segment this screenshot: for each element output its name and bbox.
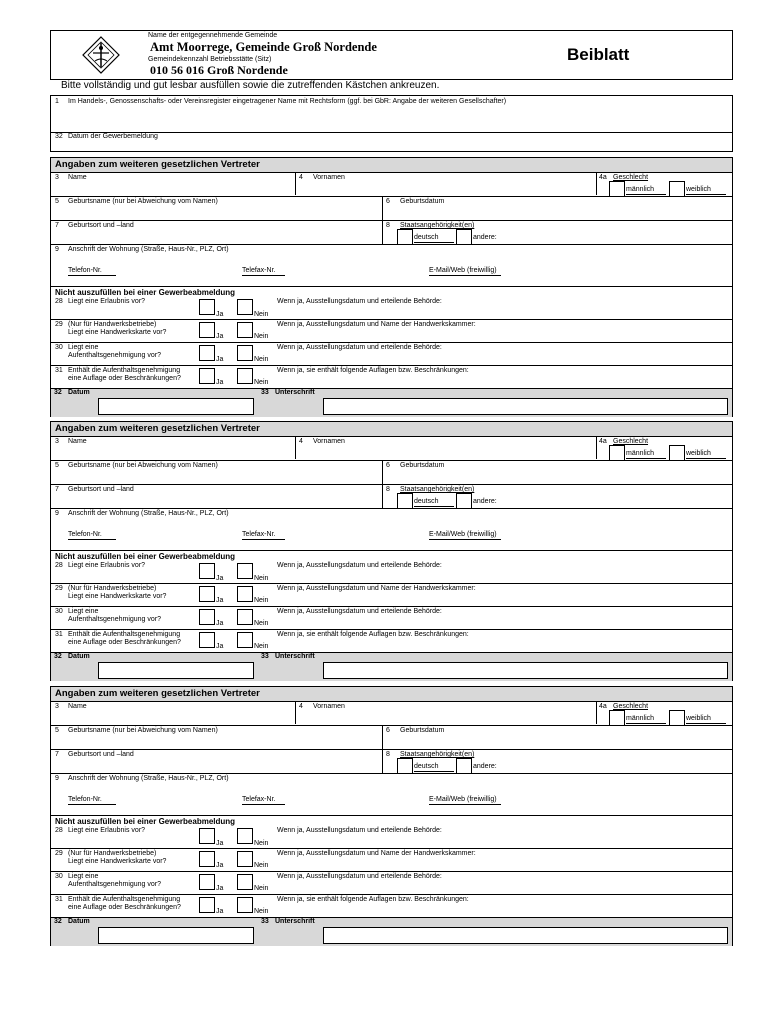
q28-detail-input[interactable] xyxy=(277,571,729,582)
email-label: E-Mail/Web (freiwillig) xyxy=(429,796,501,805)
divider xyxy=(51,319,732,320)
email-input[interactable] xyxy=(511,528,729,538)
q31-ja-checkbox[interactable] xyxy=(199,632,215,648)
section-title: Angaben zum weiteren gesetzlichen Vertreter xyxy=(55,688,260,699)
field-33-number: 33 xyxy=(261,918,269,925)
geburtsname-label: Geburtsname (nur bei Abweichung vom Namen) xyxy=(68,198,218,205)
q28-number: 28 xyxy=(55,562,63,569)
telefax-input[interactable] xyxy=(291,793,421,803)
field-33-number: 33 xyxy=(261,653,269,660)
field-8-number: 8 xyxy=(386,751,390,758)
q28-nein-checkbox[interactable] xyxy=(237,828,253,844)
field-1-input[interactable] xyxy=(53,107,730,129)
field-32-number: 32 xyxy=(54,389,62,396)
maennlich-checkbox[interactable] xyxy=(609,181,625,197)
divider xyxy=(295,437,296,459)
q31-question-line1: Enthält die Aufenthaltsgenehmigung xyxy=(68,367,181,374)
vornamen-label: Vornamen xyxy=(313,438,345,445)
divider xyxy=(51,508,732,509)
q31-ja-checkbox[interactable] xyxy=(199,368,215,384)
unterschrift-input[interactable] xyxy=(323,662,728,679)
q29-nein-checkbox[interactable] xyxy=(237,586,253,602)
geburtsort-input[interactable] xyxy=(53,494,379,506)
field-4-number: 4 xyxy=(299,703,303,710)
andere-input[interactable] xyxy=(501,230,729,242)
q28-question: Liegt eine Erlaubnis vor? xyxy=(68,298,146,305)
q30-ja-label: Ja xyxy=(216,620,224,627)
divider xyxy=(51,749,732,750)
q30-question-line1: Liegt eine xyxy=(68,873,99,880)
field-3-number: 3 xyxy=(55,703,59,710)
geburtsdatum-label: Geburtsdatum xyxy=(400,727,445,734)
q28-ja-checkbox[interactable] xyxy=(199,563,215,579)
section-title: Angaben zum weiteren gesetzlichen Vertreter xyxy=(55,159,260,170)
q31-question-line2: eine Auflage oder Beschränkungen? xyxy=(68,904,181,911)
geburtsdatum-input[interactable] xyxy=(384,470,730,482)
divider xyxy=(51,871,732,872)
divider xyxy=(382,220,383,244)
municipal-crest-icon xyxy=(81,35,121,75)
field-32-number: 32 xyxy=(55,133,63,140)
q29-detail-label: Wenn ja, Ausstellungsdatum und Name der Handwerkskammer: xyxy=(277,585,476,592)
q28-ja-label: Ja xyxy=(216,575,224,582)
q31-number: 31 xyxy=(55,367,63,374)
q29-question-line2: Liegt eine Handwerkskarte vor? xyxy=(68,858,167,865)
anschrift-label: Anschrift der Wohnung (Straße, Haus-Nr., PLZ, Ort) xyxy=(68,246,229,253)
q31-question-line2: eine Auflage oder Beschränkungen? xyxy=(68,639,181,646)
q31-nein-label: Nein xyxy=(254,908,269,915)
field-3-number: 3 xyxy=(55,174,59,181)
header-box xyxy=(50,30,733,80)
name-input[interactable] xyxy=(53,446,293,458)
q30-detail-label: Wenn ja, Ausstellungsdatum und erteilende Behörde: xyxy=(277,608,442,615)
name-label: Name xyxy=(68,438,87,445)
q29-nein-label: Nein xyxy=(254,597,269,604)
geburtsname-input[interactable] xyxy=(53,470,379,482)
q29-question-line1: (Nur für Handwerksbetriebe) xyxy=(68,321,157,328)
q31-nein-label: Nein xyxy=(254,643,269,650)
name-input[interactable] xyxy=(53,711,293,723)
divider xyxy=(51,484,732,485)
anschrift-label: Anschrift der Wohnung (Straße, Haus-Nr., PLZ, Ort) xyxy=(68,510,229,517)
geburtsdatum-label: Geburtsdatum xyxy=(400,462,445,469)
q28-nein-checkbox[interactable] xyxy=(237,563,253,579)
staatsangehoerigkeit-label: Staatsangehörigkeit(en) xyxy=(400,486,475,493)
q30-ja-checkbox[interactable] xyxy=(199,345,215,361)
divider xyxy=(596,437,597,459)
telefax-input[interactable] xyxy=(291,528,421,538)
field-9-number: 9 xyxy=(55,510,59,517)
q31-nein-checkbox[interactable] xyxy=(237,632,253,648)
maennlich-label: männlich xyxy=(626,715,666,724)
q29-ja-checkbox[interactable] xyxy=(199,851,215,867)
andere-checkbox[interactable] xyxy=(456,493,472,509)
divider xyxy=(382,460,383,484)
q28-detail-label: Wenn ja, Ausstellungsdatum und erteilende Behörde: xyxy=(277,562,442,569)
geschlecht-label: Geschlecht xyxy=(613,703,649,710)
weiblich-label: weiblich xyxy=(686,715,726,724)
q28-nein-label: Nein xyxy=(254,311,269,318)
email-label: E-Mail/Web (freiwillig) xyxy=(429,267,501,276)
q31-number: 31 xyxy=(55,631,63,638)
telefon-input[interactable] xyxy=(118,528,228,538)
q29-ja-checkbox[interactable] xyxy=(199,322,215,338)
telefon-label: Telefon-Nr. xyxy=(68,267,116,276)
divider xyxy=(51,815,732,816)
weiblich-checkbox[interactable] xyxy=(669,445,685,461)
telefon-label: Telefon-Nr. xyxy=(68,796,116,805)
q31-question-line1: Enthält die Aufenthaltsgenehmigung xyxy=(68,896,181,903)
weiblich-checkbox[interactable] xyxy=(669,181,685,197)
q28-ja-checkbox[interactable] xyxy=(199,299,215,315)
divider xyxy=(51,460,732,461)
q31-nein-checkbox[interactable] xyxy=(237,368,253,384)
datum-label: Datum xyxy=(68,389,90,396)
q28-question: Liegt eine Erlaubnis vor? xyxy=(68,827,146,834)
deutsch-label: deutsch xyxy=(414,234,454,243)
andere-label: andere: xyxy=(473,234,497,241)
q29-nein-label: Nein xyxy=(254,333,269,340)
q30-nein-checkbox[interactable] xyxy=(237,345,253,361)
deutsch-label: deutsch xyxy=(414,498,454,507)
field-5-number: 5 xyxy=(55,727,59,734)
weiblich-label: weiblich xyxy=(686,450,726,459)
divider xyxy=(51,286,732,287)
q28-number: 28 xyxy=(55,827,63,834)
divider xyxy=(382,725,383,749)
q30-nein-label: Nein xyxy=(254,885,269,892)
field-32-number: 32 xyxy=(54,918,62,925)
deutsch-checkbox[interactable] xyxy=(397,758,413,774)
field-4a-number: 4a xyxy=(599,174,607,181)
field-7-number: 7 xyxy=(55,486,59,493)
q31-detail-input[interactable] xyxy=(277,640,729,651)
datum-label: Datum xyxy=(68,918,90,925)
q28-nein-label: Nein xyxy=(254,575,269,582)
divider xyxy=(51,848,732,849)
staatsangehoerigkeit-label: Staatsangehörigkeit(en) xyxy=(400,751,475,758)
field-6-number: 6 xyxy=(386,727,390,734)
q29-ja-checkbox[interactable] xyxy=(199,586,215,602)
geburtsort-input[interactable] xyxy=(53,759,379,771)
q29-question-line1: (Nur für Handwerksbetriebe) xyxy=(68,585,157,592)
q29-ja-label: Ja xyxy=(216,862,224,869)
andere-input[interactable] xyxy=(501,494,729,506)
geburtsname-input[interactable] xyxy=(53,206,379,218)
andere-label: andere: xyxy=(473,763,497,770)
q30-detail-input[interactable] xyxy=(277,882,729,893)
q31-detail-label: Wenn ja, sie enthält folgende Auflagen bzw. Beschränkungen: xyxy=(277,367,469,374)
q29-detail-input[interactable] xyxy=(277,594,729,605)
q28-detail-input[interactable] xyxy=(277,307,729,318)
divider xyxy=(51,583,732,584)
vornamen-input[interactable] xyxy=(297,182,593,194)
representative-section-3 xyxy=(50,686,733,946)
nicht-auszufuellen-heading: Nicht auszufüllen bei einer Gewerbeabmeldung xyxy=(55,552,236,561)
authority-name: Amt Moorrege, Gemeinde Groß Nordende xyxy=(150,40,377,54)
field-6-number: 6 xyxy=(386,198,390,205)
andere-checkbox[interactable] xyxy=(456,758,472,774)
q29-number: 29 xyxy=(55,850,63,857)
telefax-label: Telefax-Nr. xyxy=(242,531,285,540)
staatsangehoerigkeit-label: Staatsangehörigkeit(en) xyxy=(400,222,475,229)
telefon-input[interactable] xyxy=(118,793,228,803)
datum-label: Datum xyxy=(68,653,90,660)
q31-detail-label: Wenn ja, sie enthält folgende Auflagen bzw. Beschränkungen: xyxy=(277,631,469,638)
q30-question-line1: Liegt eine xyxy=(68,344,99,351)
q29-detail-label: Wenn ja, Ausstellungsdatum und Name der Handwerkskammer: xyxy=(277,850,476,857)
geschlecht-label: Geschlecht xyxy=(613,174,649,181)
telefax-label: Telefax-Nr. xyxy=(242,796,285,805)
email-input[interactable] xyxy=(511,264,729,274)
telefon-label: Telefon-Nr. xyxy=(68,531,116,540)
q28-nein-label: Nein xyxy=(254,840,269,847)
q30-question-line2: Aufenthaltsgenehmigung vor? xyxy=(68,616,162,623)
geburtsort-label: Geburtsort und –land xyxy=(68,751,134,758)
q31-nein-checkbox[interactable] xyxy=(237,897,253,913)
q29-nein-checkbox[interactable] xyxy=(237,322,253,338)
q29-detail-input[interactable] xyxy=(277,330,729,341)
q29-number: 29 xyxy=(55,321,63,328)
q31-detail-input[interactable] xyxy=(277,905,729,916)
q30-ja-label: Ja xyxy=(216,885,224,892)
deutsch-label: deutsch xyxy=(414,763,454,772)
vornamen-input[interactable] xyxy=(297,711,593,723)
maennlich-label: männlich xyxy=(626,450,666,459)
geburtsname-label: Geburtsname (nur bei Abweichung vom Namen) xyxy=(68,727,218,734)
unterschrift-label: Unterschrift xyxy=(275,389,315,396)
q31-nein-label: Nein xyxy=(254,379,269,386)
weiblich-checkbox[interactable] xyxy=(669,710,685,726)
q30-ja-checkbox[interactable] xyxy=(199,609,215,625)
q28-number: 28 xyxy=(55,298,63,305)
divider xyxy=(51,196,732,197)
q30-question-line2: Aufenthaltsgenehmigung vor? xyxy=(68,881,162,888)
divider xyxy=(51,629,732,630)
vornamen-input[interactable] xyxy=(297,446,593,458)
name-label: Name xyxy=(68,174,87,181)
q28-detail-label: Wenn ja, Ausstellungsdatum und erteilende Behörde: xyxy=(277,827,442,834)
deutsch-checkbox[interactable] xyxy=(397,229,413,245)
geburtsdatum-input[interactable] xyxy=(384,206,730,218)
q31-ja-label: Ja xyxy=(216,379,224,386)
q28-ja-label: Ja xyxy=(216,840,224,847)
q30-number: 30 xyxy=(55,608,63,615)
geburtsort-label: Geburtsort und –land xyxy=(68,486,134,493)
geburtsort-input[interactable] xyxy=(53,230,379,242)
q28-ja-checkbox[interactable] xyxy=(199,828,215,844)
field-32-number: 32 xyxy=(54,653,62,660)
deutsch-checkbox[interactable] xyxy=(397,493,413,509)
q30-detail-input[interactable] xyxy=(277,617,729,628)
maennlich-label: männlich xyxy=(626,186,666,195)
unterschrift-input[interactable] xyxy=(323,927,728,944)
q28-detail-input[interactable] xyxy=(277,836,729,847)
geburtsname-input[interactable] xyxy=(53,735,379,747)
divider xyxy=(51,725,732,726)
divider xyxy=(596,173,597,195)
q29-question-line2: Liegt eine Handwerkskarte vor? xyxy=(68,329,167,336)
q28-detail-label: Wenn ja, Ausstellungsdatum und erteilende Behörde: xyxy=(277,298,442,305)
name-input[interactable] xyxy=(53,182,293,194)
municipality-code: 010 56 016 Groß Nordende xyxy=(150,63,288,77)
q28-question: Liegt eine Erlaubnis vor? xyxy=(68,562,146,569)
divider xyxy=(295,702,296,724)
divider xyxy=(382,749,383,773)
nicht-auszufuellen-heading: Nicht auszufüllen bei einer Gewerbeabmeldung xyxy=(55,817,236,826)
maennlich-checkbox[interactable] xyxy=(609,445,625,461)
email-label: E-Mail/Web (freiwillig) xyxy=(429,531,501,540)
datum-input[interactable] xyxy=(98,662,254,679)
q30-nein-label: Nein xyxy=(254,620,269,627)
unterschrift-input[interactable] xyxy=(323,398,728,415)
field-9-number: 9 xyxy=(55,246,59,253)
geschlecht-label: Geschlecht xyxy=(613,438,649,445)
top-fields-box xyxy=(50,95,733,152)
field-4-number: 4 xyxy=(299,438,303,445)
section-header xyxy=(51,422,732,437)
vornamen-label: Vornamen xyxy=(313,703,345,710)
divider xyxy=(51,244,732,245)
field-5-number: 5 xyxy=(55,198,59,205)
q31-ja-label: Ja xyxy=(216,643,224,650)
q29-ja-label: Ja xyxy=(216,333,224,340)
geburtsdatum-label: Geburtsdatum xyxy=(400,198,445,205)
andere-label: andere: xyxy=(473,498,497,505)
q28-nein-checkbox[interactable] xyxy=(237,299,253,315)
q30-detail-input[interactable] xyxy=(277,353,729,364)
anschrift-label: Anschrift der Wohnung (Straße, Haus-Nr., PLZ, Ort) xyxy=(68,775,229,782)
q30-nein-label: Nein xyxy=(254,356,269,363)
datum-input[interactable] xyxy=(98,398,254,415)
q29-nein-checkbox[interactable] xyxy=(237,851,253,867)
q29-question-line1: (Nur für Handwerksbetriebe) xyxy=(68,850,157,857)
q30-nein-checkbox[interactable] xyxy=(237,874,253,890)
field-32-input[interactable] xyxy=(53,141,730,150)
field-9-number: 9 xyxy=(55,775,59,782)
field-1-number: 1 xyxy=(55,98,59,105)
section-title: Angaben zum weiteren gesetzlichen Vertreter xyxy=(55,423,260,434)
andere-checkbox[interactable] xyxy=(456,229,472,245)
email-input[interactable] xyxy=(511,793,729,803)
q31-detail-input[interactable] xyxy=(277,376,729,387)
q31-number: 31 xyxy=(55,896,63,903)
q29-number: 29 xyxy=(55,585,63,592)
representative-section-1 xyxy=(50,157,733,417)
field-8-number: 8 xyxy=(386,486,390,493)
divider xyxy=(51,606,732,607)
telefax-input[interactable] xyxy=(291,264,421,274)
q29-detail-label: Wenn ja, Ausstellungsdatum und Name der Handwerkskammer: xyxy=(277,321,476,328)
field-3-number: 3 xyxy=(55,438,59,445)
geburtsdatum-input[interactable] xyxy=(384,735,730,747)
section-header xyxy=(51,687,732,702)
field-33-number: 33 xyxy=(261,389,269,396)
q31-ja-checkbox[interactable] xyxy=(199,897,215,913)
q29-question-line2: Liegt eine Handwerkskarte vor? xyxy=(68,593,167,600)
name-label: Name xyxy=(68,703,87,710)
telefon-input[interactable] xyxy=(118,264,228,274)
field-4-number: 4 xyxy=(299,174,303,181)
section-header xyxy=(51,158,732,173)
field-8-number: 8 xyxy=(386,222,390,229)
q30-question-line2: Aufenthaltsgenehmigung vor? xyxy=(68,352,162,359)
field-1-label: Im Handels-, Genossenschafts- oder Vereinsregister eingetragener Name mit Rechtsform (ggf. bei GbR: Angabe der weiteren Gesellschafter) xyxy=(68,98,507,105)
q30-question-line1: Liegt eine xyxy=(68,608,99,615)
field-7-number: 7 xyxy=(55,751,59,758)
q31-question-line2: eine Auflage oder Beschränkungen? xyxy=(68,375,181,382)
datum-input[interactable] xyxy=(98,927,254,944)
field-4a-number: 4a xyxy=(599,438,607,445)
q29-detail-input[interactable] xyxy=(277,859,729,870)
nicht-auszufuellen-heading: Nicht auszufüllen bei einer Gewerbeabmeldung xyxy=(55,288,236,297)
divider xyxy=(382,484,383,508)
field-6-number: 6 xyxy=(386,462,390,469)
field-7-number: 7 xyxy=(55,222,59,229)
q30-nein-checkbox[interactable] xyxy=(237,609,253,625)
q30-ja-label: Ja xyxy=(216,356,224,363)
geburtsort-label: Geburtsort und –land xyxy=(68,222,134,229)
divider xyxy=(382,196,383,220)
document-title: Beiblatt xyxy=(567,45,630,64)
q29-ja-label: Ja xyxy=(216,597,224,604)
divider xyxy=(51,773,732,774)
divider xyxy=(51,550,732,551)
q28-ja-label: Ja xyxy=(216,311,224,318)
divider xyxy=(51,342,732,343)
field-5-number: 5 xyxy=(55,462,59,469)
andere-input[interactable] xyxy=(501,759,729,771)
field-4a-number: 4a xyxy=(599,703,607,710)
q30-detail-label: Wenn ja, Ausstellungsdatum und erteilende Behörde: xyxy=(277,873,442,880)
q31-ja-label: Ja xyxy=(216,908,224,915)
field-32-label: Datum der Gewerbemeldung xyxy=(68,133,158,140)
q30-ja-checkbox[interactable] xyxy=(199,874,215,890)
q30-number: 30 xyxy=(55,873,63,880)
q31-detail-label: Wenn ja, sie enthält folgende Auflagen bzw. Beschränkungen: xyxy=(277,896,469,903)
authority-label: Name der entgegennehmende Gemeinde xyxy=(148,32,278,39)
unterschrift-label: Unterschrift xyxy=(275,918,315,925)
vornamen-label: Vornamen xyxy=(313,174,345,181)
instruction-text: Bitte vollständig und gut lesbar ausfüllen sowie die zutreffenden Kästchen ankreuzen. xyxy=(61,80,440,91)
telefax-label: Telefax-Nr. xyxy=(242,267,285,276)
weiblich-label: weiblich xyxy=(686,186,726,195)
municipality-code-label: Gemeindekennzahl Betriebsstätte (Sitz) xyxy=(148,56,272,63)
divider xyxy=(596,702,597,724)
divider xyxy=(51,220,732,221)
q30-detail-label: Wenn ja, Ausstellungsdatum und erteilende Behörde: xyxy=(277,344,442,351)
maennlich-checkbox[interactable] xyxy=(609,710,625,726)
q31-question-line1: Enthält die Aufenthaltsgenehmigung xyxy=(68,631,181,638)
q30-number: 30 xyxy=(55,344,63,351)
representative-section-2 xyxy=(50,421,733,681)
divider xyxy=(295,173,296,195)
divider xyxy=(51,894,732,895)
unterschrift-label: Unterschrift xyxy=(275,653,315,660)
divider xyxy=(51,365,732,366)
geburtsname-label: Geburtsname (nur bei Abweichung vom Namen) xyxy=(68,462,218,469)
q29-nein-label: Nein xyxy=(254,862,269,869)
